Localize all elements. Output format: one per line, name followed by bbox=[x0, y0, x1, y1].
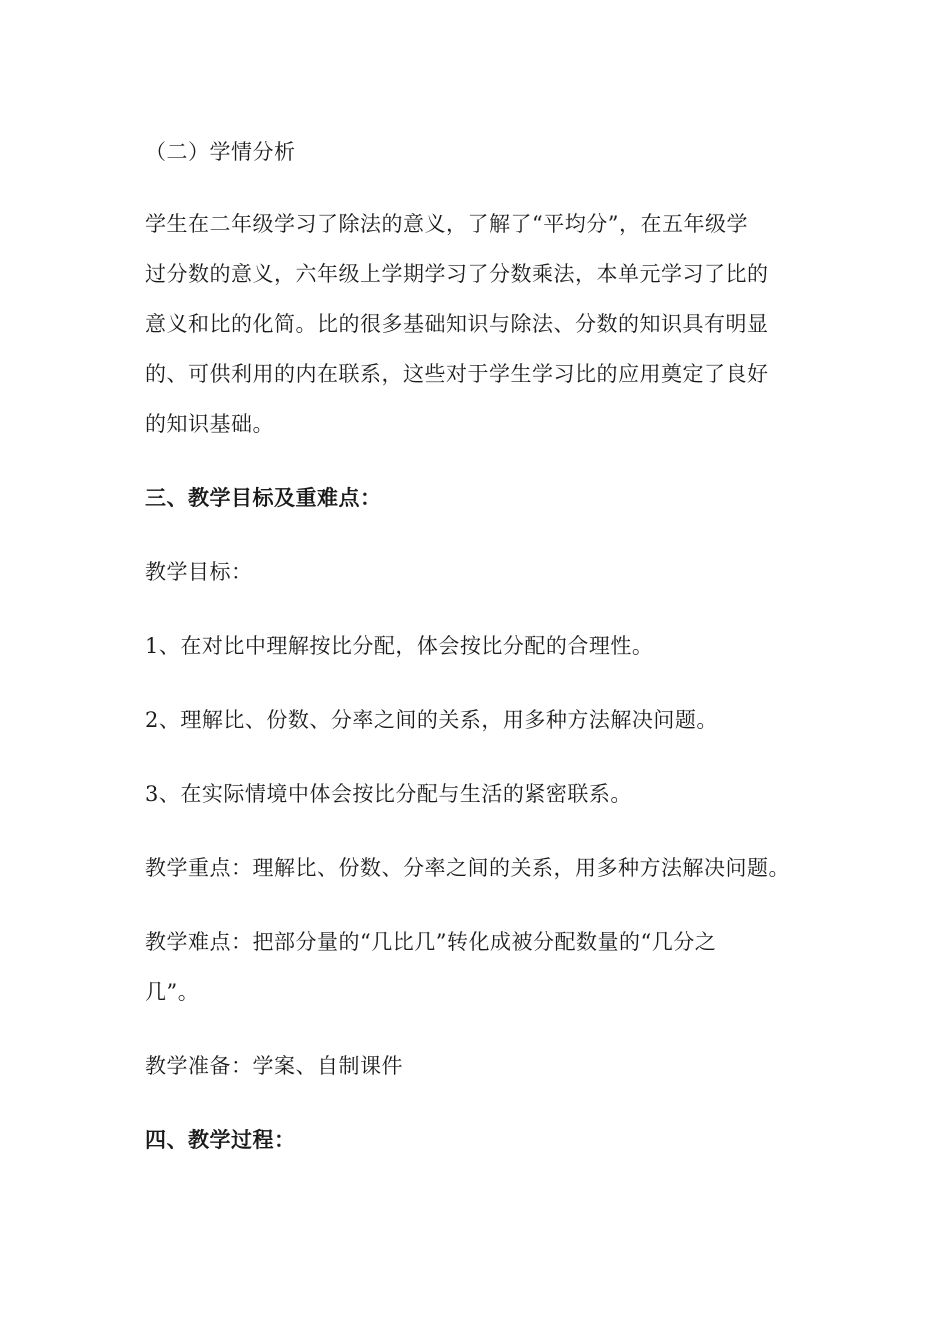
difficulty-line: 教学难点：把部分量的“几比几”转化成被分配数量的“几分之 bbox=[145, 930, 717, 954]
objective-item: 2、理解比、份数、分率之间的关系，用多种方法解决问题。 bbox=[145, 708, 718, 732]
analysis-line: 过分数的意义，六年级上学期学习了分数乘法，本单元学习了比的 bbox=[145, 262, 769, 286]
section-subtitle: （二）学情分析 bbox=[145, 140, 296, 164]
objective-item: 1、在对比中理解按比分配，体会按比分配的合理性。 bbox=[145, 634, 654, 658]
analysis-line: 学生在二年级学习了除法的意义，了解了“平均分”，在五年级学 bbox=[145, 212, 748, 236]
analysis-line: 意义和比的化简。比的很多基础知识与除法、分数的知识具有明显 bbox=[145, 312, 769, 336]
analysis-line: 的知识基础。 bbox=[145, 412, 274, 436]
difficulty-line: 几”。 bbox=[145, 980, 200, 1004]
section-heading: 三、教学目标及重难点： bbox=[145, 485, 382, 510]
analysis-line: 的、可供利用的内在联系，这些对于学生学习比的应用奠定了良好 bbox=[145, 362, 769, 386]
preparation: 教学准备：学案、自制课件 bbox=[145, 1054, 403, 1078]
objective-item: 3、在实际情境中体会按比分配与生活的紧密联系。 bbox=[145, 782, 632, 806]
key-point: 教学重点：理解比、份数、分率之间的关系，用多种方法解决问题。 bbox=[145, 856, 790, 880]
section-heading: 四、教学过程： bbox=[145, 1127, 296, 1152]
objectives-label: 教学目标： bbox=[145, 560, 253, 584]
